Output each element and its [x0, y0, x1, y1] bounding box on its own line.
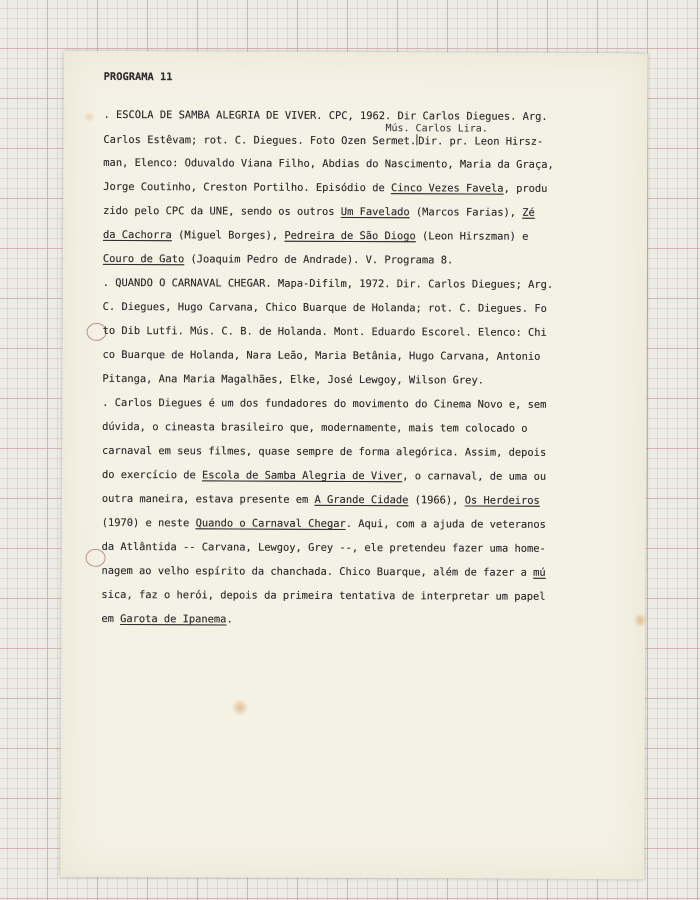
- text-line: [102, 469, 546, 483]
- text-line: [102, 373, 484, 387]
- text-line: [103, 229, 528, 243]
- text-segment: dúvida, o cineasta brasileiro que, modernamente, mais tem colocado o: [102, 420, 528, 435]
- text-segment: zido pelo CPC da UNE, sendo os outros: [103, 204, 341, 218]
- text-segment: (Leon Hirszman) e: [415, 230, 529, 243]
- text-line: [102, 565, 546, 579]
- text-segment: em: [101, 612, 121, 625]
- text-segment: (1966),: [408, 494, 465, 507]
- text-segment: to Dib Lutfi. Mús. C. B. de Holanda. Mont. Eduardo Escorel. Elenco: Chi: [102, 324, 547, 339]
- typed-text: [101, 70, 632, 626]
- text-line: [102, 421, 527, 435]
- text-line: [101, 613, 232, 626]
- text-line: [103, 133, 543, 148]
- typewritten-page: [60, 51, 648, 880]
- text-segment: (Marcos Farias),: [409, 206, 523, 219]
- text-line: [102, 517, 546, 531]
- text-line: [101, 589, 545, 603]
- text-segment: Pitanga, Ana Maria Magalhães, Elke, José Lewgoy, Wilson Grey.: [102, 372, 485, 387]
- text-segment: . ESCOLA DE SAMBA ALEGRIA DE VIVER. CPC, 1962. Dir Carlos Diegues. Arg.: [103, 108, 548, 123]
- text-segment: da Atlântida -- Carvana, Lewgoy, Grey --, ele pretendeu fazer uma home-: [101, 540, 546, 555]
- text-segment: nagem ao velho espírito da chanchada. Chico Buarque, além de fazer a: [101, 564, 534, 579]
- text-segment: C. Diegues, Hugo Carvana, Chico Buarque de Holanda; rot. C. Diegues. Fo: [102, 300, 547, 315]
- underlined-title: Um Favelado: [340, 205, 410, 219]
- underlined-title: Quando o Carnaval Chegar: [195, 517, 346, 530]
- text-segment: outra maneira, estava presente em: [101, 492, 315, 506]
- typed-bar: [416, 134, 417, 145]
- text-segment: , o carnaval, de uma ou: [402, 470, 547, 483]
- underlined-title: da Cachorra: [102, 228, 172, 242]
- page-title: PROGRAMA 11: [103, 70, 173, 84]
- underlined-title: Cinco Vezes Favela: [390, 182, 504, 195]
- underlined-title: Couro de Gato: [102, 252, 185, 266]
- paper-stain: [633, 613, 647, 627]
- text-segment: co Buarque de Holanda, Nara Leão, Maria Betânia, Hugo Carvana, Antonio: [102, 348, 541, 363]
- text-segment: . QUANDO O CARNAVAL CHEGAR. Mapa-Difilm, 1972. Dir. Carlos Diegues; Arg.: [102, 276, 554, 291]
- text-line: [102, 493, 540, 507]
- text-segment: .: [226, 613, 233, 626]
- paper-stain: [83, 111, 95, 123]
- text-segment: (Miguel Borges),: [171, 229, 285, 242]
- text-line: [103, 205, 535, 219]
- text-segment: (Joaquim Pedro de Andrade). V. Programa 8.: [184, 253, 454, 267]
- text-line: [103, 301, 547, 315]
- text-segment: . Carlos Diegues é um dos fundadores do movimento do Cinema Novo e, sem: [102, 396, 547, 411]
- text-line: [103, 109, 547, 123]
- text-segment: man, Elenco: Oduvaldo Viana Filho, Abdias do Nascimento, Maria da Graça,: [103, 156, 554, 171]
- underlined-title: Garota de Ipanema: [120, 612, 227, 626]
- text-segment: sica, faz o herói, depois da primeira tentativa de interpretar um papel: [101, 588, 546, 603]
- text-segment: Dir. pr. Leon Hirsz-: [418, 135, 544, 148]
- text-line: [103, 253, 453, 267]
- paper-stain: [231, 699, 249, 715]
- underlined-word: mú: [533, 566, 546, 579]
- underlined-title: A Grande Cidade: [314, 493, 409, 507]
- text-line: [102, 349, 540, 363]
- text-segment: Jorge Coutinho, Creston Portilho. Episódio de: [103, 180, 392, 195]
- text-segment: , produ: [503, 182, 548, 195]
- text-segment: Carlos Estêvam; rot. C. Diegues. Foto Ozen Sermet.: [103, 133, 417, 148]
- text-line: [103, 181, 547, 195]
- text-segment: . Aqui, com a ajuda de veteranos: [345, 517, 546, 531]
- text-line: [103, 325, 547, 339]
- text-line: [103, 157, 553, 171]
- interlinear-note: Mús. Carlos Lira.: [385, 123, 488, 135]
- underlined-title: Escola de Samba Alegria de Viver: [202, 469, 403, 483]
- underlined-title: Os Herdeiros: [464, 494, 540, 507]
- text-line: [102, 445, 546, 459]
- text-segment: (1970) e neste: [101, 516, 196, 530]
- text-segment: carnaval em seus filmes, quase sempre de forma alegórica. Assim, depois: [102, 444, 547, 459]
- text-line: [102, 541, 546, 555]
- text-line: [103, 277, 553, 291]
- underlined-title: Pedreira de São Diogo: [284, 229, 416, 243]
- underlined-title: Zé: [522, 206, 535, 219]
- text-line: [102, 397, 546, 411]
- text-segment: do exercício de: [101, 468, 203, 482]
